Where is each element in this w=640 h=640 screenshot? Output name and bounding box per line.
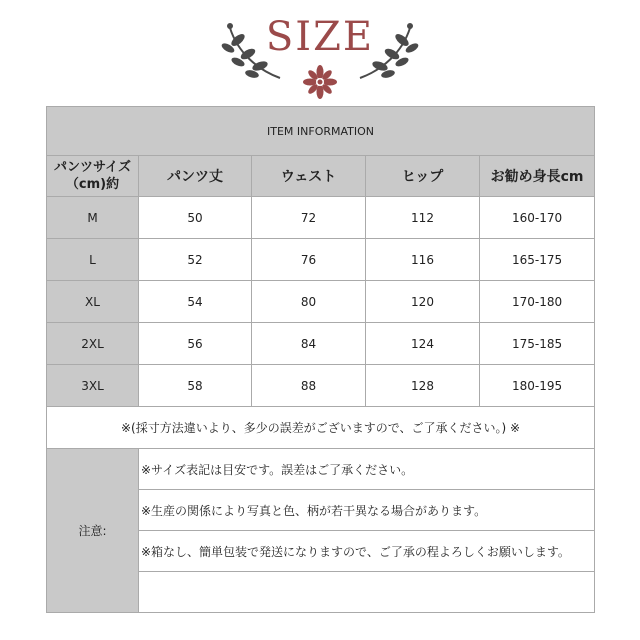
column-header: お勧め身長cm — [480, 156, 595, 197]
table-cell: 180-195 — [480, 365, 595, 407]
column-header: パンツサイズ（cm)約 — [47, 156, 139, 197]
table-cell: 112 — [366, 197, 480, 239]
measurement-note: ※(採寸方法違いより、多少の誤差がございますので、ご了承ください。) ※ — [47, 407, 595, 449]
table-row — [47, 365, 595, 407]
table-cell: 50 — [139, 197, 252, 239]
table-cell: 80 — [252, 281, 366, 323]
table-cell: 72 — [252, 197, 366, 239]
table-cell: 56 — [139, 323, 252, 365]
size-header — [0, 10, 640, 100]
caution-label: 注意: — [47, 449, 139, 613]
table-cell: 84 — [252, 323, 366, 365]
caution-text: ※サイズ表記は目安です。誤差はご了承ください。 — [139, 449, 595, 490]
table-cell: 165-175 — [480, 239, 595, 281]
table-cell: 128 — [366, 365, 480, 407]
caution-text: ※生産の関係により写真と色、柄が若干異なる場合があります。 — [139, 490, 595, 531]
table-cell: 175-185 — [480, 323, 595, 365]
table-cell: 116 — [366, 239, 480, 281]
table-cell: 54 — [139, 281, 252, 323]
table-row — [47, 281, 595, 323]
size-label: 2XL — [47, 323, 139, 365]
caution-text-empty — [139, 572, 595, 613]
table-cell: 88 — [252, 365, 366, 407]
table-cell: 170-180 — [480, 281, 595, 323]
table-row — [47, 323, 595, 365]
table-cell: 124 — [366, 323, 480, 365]
item-information-title: ITEM INFORMATION — [47, 107, 595, 156]
size-label: M — [47, 197, 139, 239]
table-row — [47, 197, 595, 239]
column-header: パンツ丈 — [139, 156, 252, 197]
flower-ornament-icon — [298, 64, 342, 100]
caution-text: ※箱なし、簡単包装で発送になりますので、ご了承の程よろしくお願いします。 — [139, 531, 595, 572]
table-cell: 58 — [139, 365, 252, 407]
size-table — [46, 106, 595, 613]
table-header-row — [47, 156, 595, 197]
page-title: SIZE — [265, 14, 375, 60]
size-label: XL — [47, 281, 139, 323]
table-cell: 120 — [366, 281, 480, 323]
table-cell: 52 — [139, 239, 252, 281]
laurel-right-icon — [352, 18, 422, 88]
column-header: ウェスト — [252, 156, 366, 197]
table-row — [47, 239, 595, 281]
table-cell: 76 — [252, 239, 366, 281]
column-header: ヒップ — [366, 156, 480, 197]
table-cell: 160-170 — [480, 197, 595, 239]
size-label: 3XL — [47, 365, 139, 407]
size-label: L — [47, 239, 139, 281]
